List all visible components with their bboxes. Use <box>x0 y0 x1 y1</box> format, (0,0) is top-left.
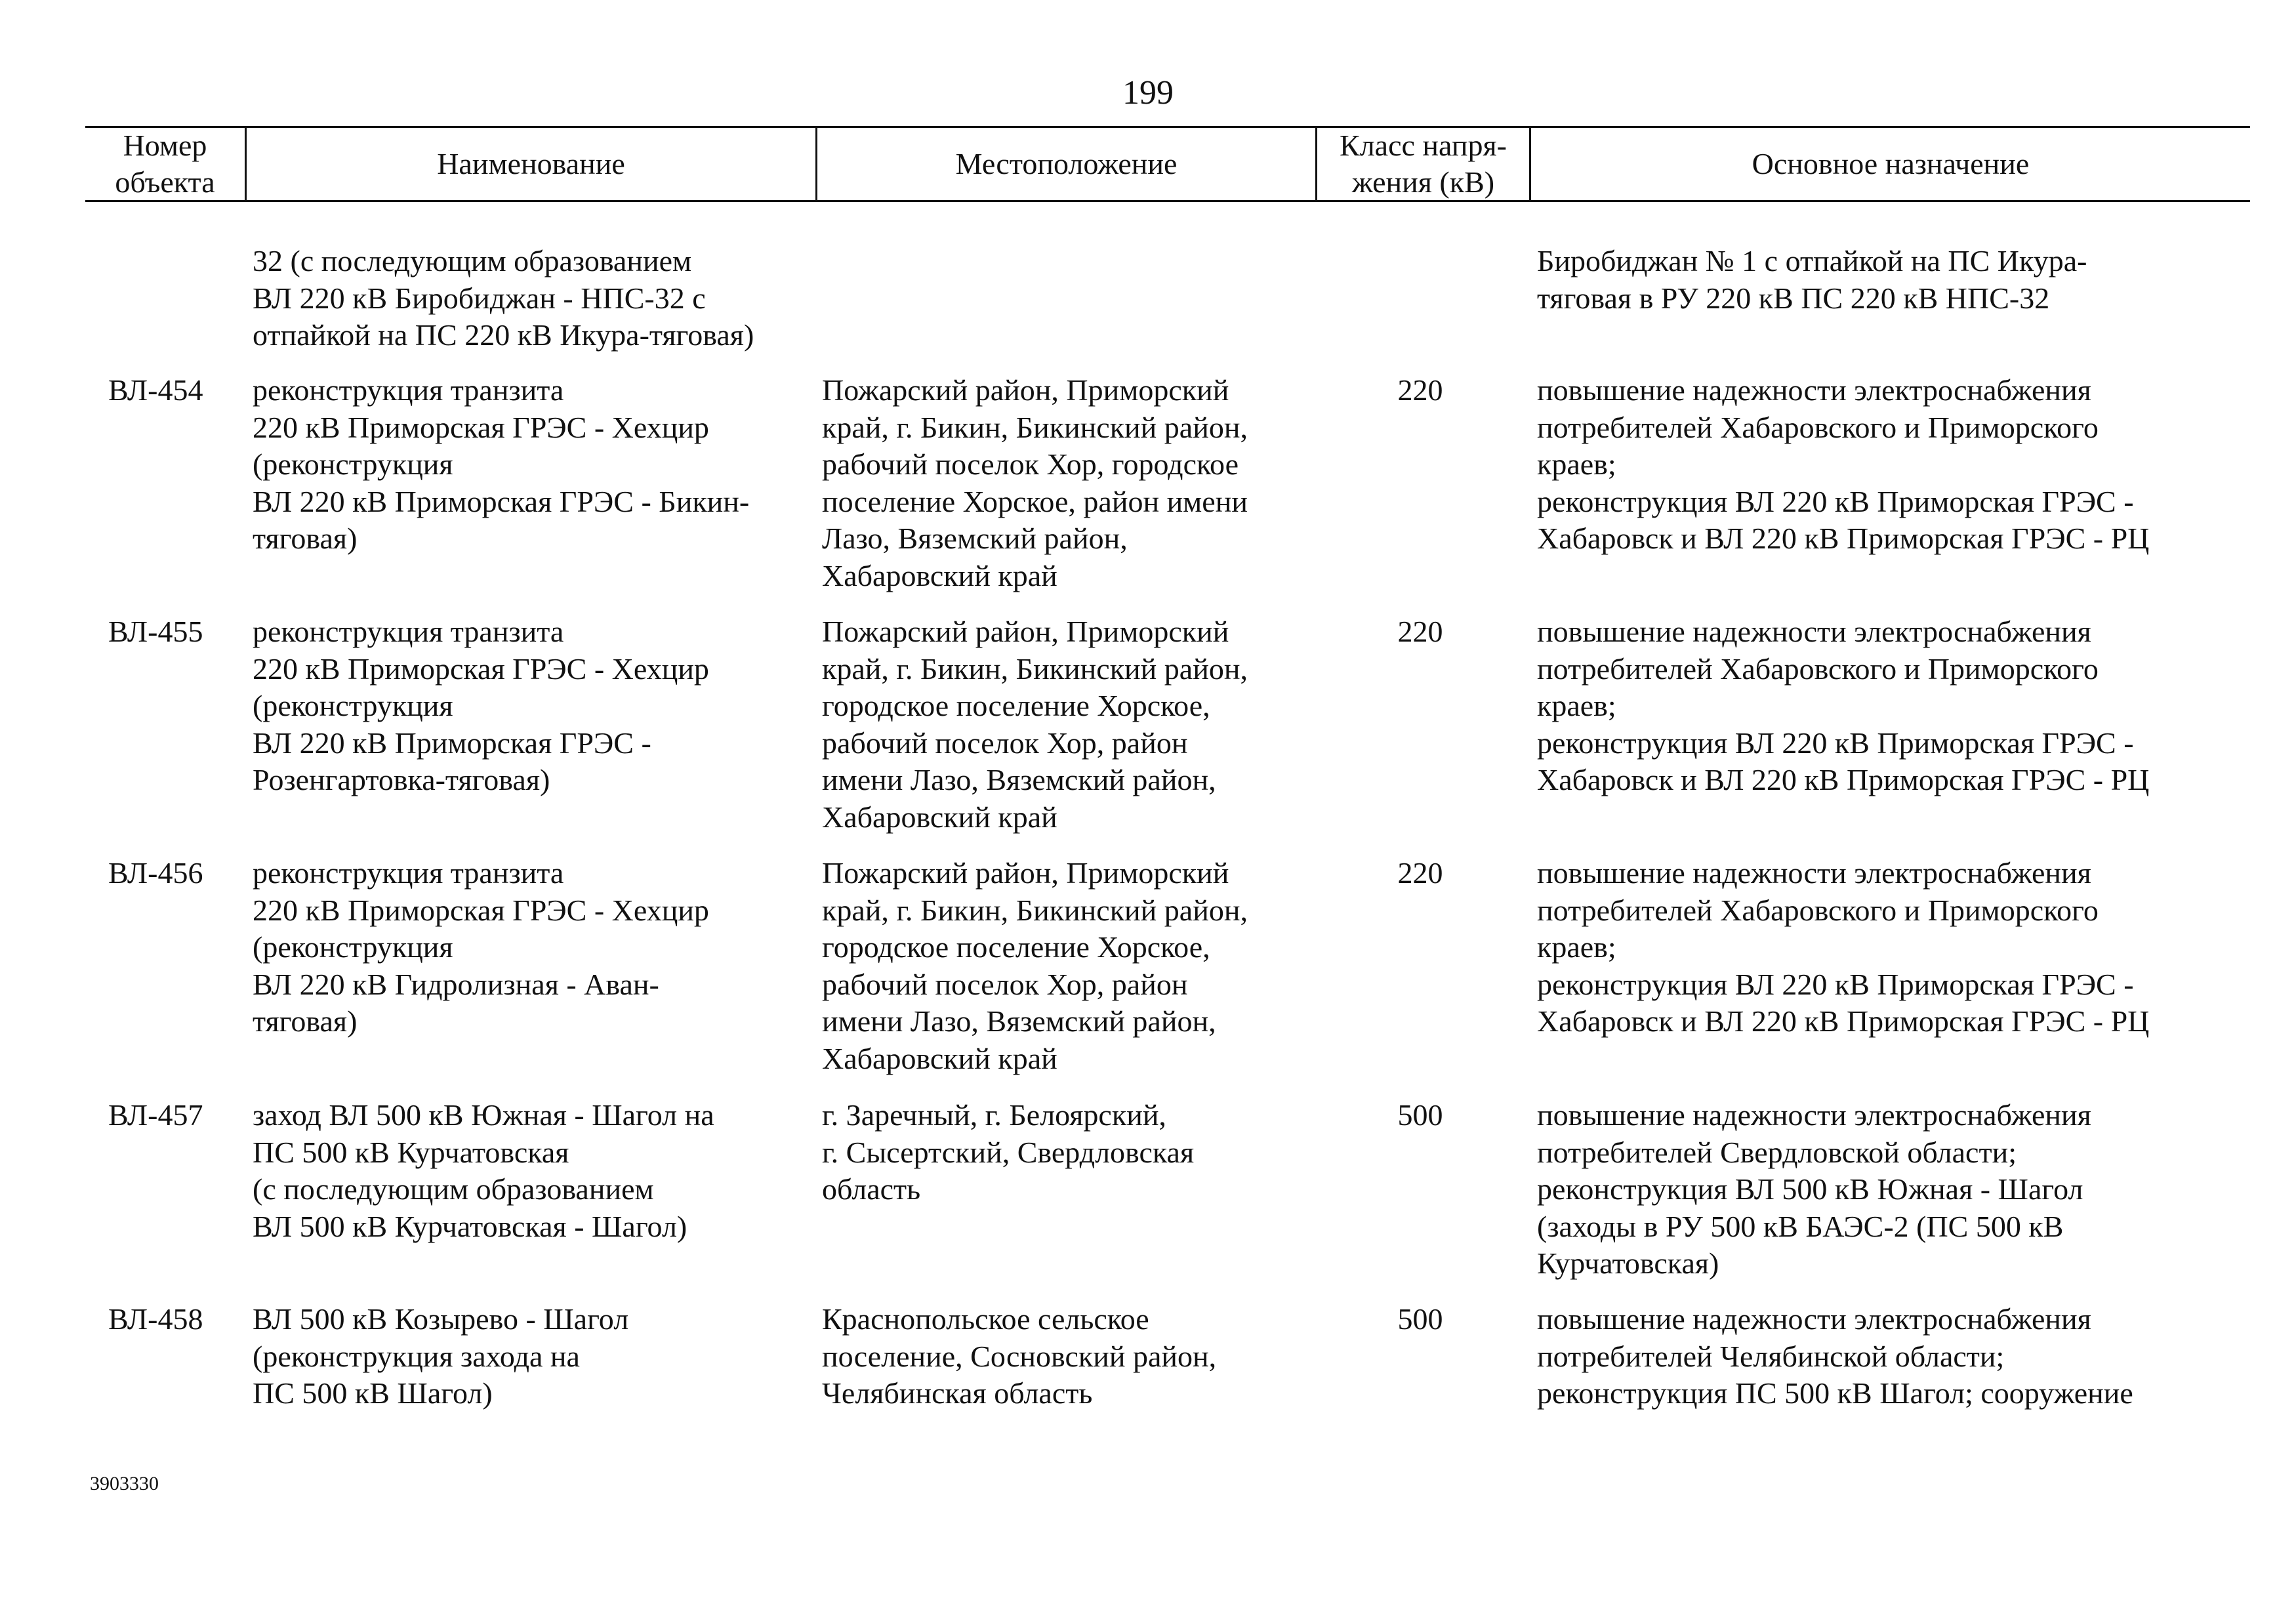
row-purpose: повышение надежности электроснабжения потребителей Челябинской области; реконструкция ПС 500 кВ Шагол; сооружение <box>1537 1302 2133 1410</box>
row-name: 32 (с последующим образованием ВЛ 220 кВ Биробиджан - НПС-32 с отпайкой на ПС 220 кВ Икура-тяговая) <box>253 244 754 352</box>
row-object-number: ВЛ-454 <box>108 373 203 407</box>
header-object-number: Номер объекта <box>115 129 215 199</box>
row-object-number: ВЛ-456 <box>108 856 203 890</box>
row-purpose: повышение надежности электроснабжения потребителей Хабаровского и Приморского краев; реконструкция ВЛ 220 кВ Приморская ГРЭС - Хабаровск и ВЛ 220 кВ Приморская ГРЭС - РЦ <box>1537 615 2150 796</box>
row-name: ВЛ 500 кВ Козырево - Шагол (реконструкция захода на ПС 500 кВ Шагол) <box>253 1302 629 1410</box>
row-purpose: Биробиджан № 1 с отпайкой на ПС Икура- тяговая в РУ 220 кВ ПС 220 кВ НПС-32 <box>1537 244 2087 315</box>
row-voltage: 220 <box>1397 615 1443 648</box>
header-voltage-class: Класс напря- жения (кВ) <box>1315 128 1529 200</box>
row-name: заход ВЛ 500 кВ Южная - Шагол на ПС 500 кВ Курчатовская (с последующим образованием ВЛ 500 кВ Курчатовская - Шагол) <box>253 1098 714 1243</box>
document-code: 3903330 <box>90 1473 159 1494</box>
header-name: Наименование <box>245 128 815 200</box>
row-name: реконструкция транзита 220 кВ Приморская ГРЭС - Хехцир (реконструкция ВЛ 220 кВ Гидролизная - Аван- тяговая) <box>253 856 709 1038</box>
row-voltage: 500 <box>1397 1302 1443 1336</box>
table-header <box>85 126 2250 202</box>
row-voltage: 500 <box>1397 1098 1443 1132</box>
row-object-number: ВЛ-455 <box>108 615 203 648</box>
row-location: Пожарский район, Приморский край, г. Бикин, Бикинский район, городское поселение Хорское, рабочий поселок Хор, район имени Лазо, Вяземский район, Хабаровский край <box>822 615 1248 834</box>
row-purpose: повышение надежности электроснабжения потребителей Хабаровского и Приморского краев; реконструкция ВЛ 220 кВ Приморская ГРЭС - Хабаровск и ВЛ 220 кВ Приморская ГРЭС - РЦ <box>1537 856 2150 1038</box>
row-location: Краснопольское сельское поселение, Сосновский район, Челябинская область <box>822 1302 1217 1410</box>
row-name: реконструкция транзита 220 кВ Приморская ГРЭС - Хехцир (реконструкция ВЛ 220 кВ Приморская ГРЭС - Бикин- тяговая) <box>253 373 750 555</box>
row-voltage: 220 <box>1397 373 1443 407</box>
row-object-number: ВЛ-457 <box>108 1098 203 1132</box>
row-name: реконструкция транзита 220 кВ Приморская ГРЭС - Хехцир (реконструкция ВЛ 220 кВ Приморская ГРЭС - Розенгартовка-тяговая) <box>253 615 709 796</box>
row-purpose: повышение надежности электроснабжения потребителей Хабаровского и Приморского краев; реконструкция ВЛ 220 кВ Приморская ГРЭС - Хабаровск и ВЛ 220 кВ Приморская ГРЭС - РЦ <box>1537 373 2150 555</box>
header-location: Местоположение <box>815 128 1315 200</box>
page-number: 199 <box>1122 74 1174 112</box>
row-purpose: повышение надежности электроснабжения потребителей Свердловской области; реконструкция ВЛ 500 кВ Южная - Шагол (заходы в РУ 500 кВ БАЭС-2 (ПС 500 кВ Курчатовская) <box>1537 1098 2091 1280</box>
row-object-number: ВЛ-458 <box>108 1302 203 1336</box>
row-location: Пожарский район, Приморский край, г. Бикин, Бикинский район, рабочий поселок Хор, городское поселение Хорское, район имени Лазо, Вяземский район, Хабаровский край <box>822 373 1248 592</box>
row-location: г. Заречный, г. Белоярский, г. Сысертский, Свердловская область <box>822 1098 1195 1206</box>
row-voltage: 220 <box>1397 856 1443 890</box>
header-purpose: Основное назначение <box>1529 128 2250 200</box>
row-location: Пожарский район, Приморский край, г. Бикин, Бикинский район, городское поселение Хорское, рабочий поселок Хор, район имени Лазо, Вяземский район, Хабаровский край <box>822 856 1248 1075</box>
